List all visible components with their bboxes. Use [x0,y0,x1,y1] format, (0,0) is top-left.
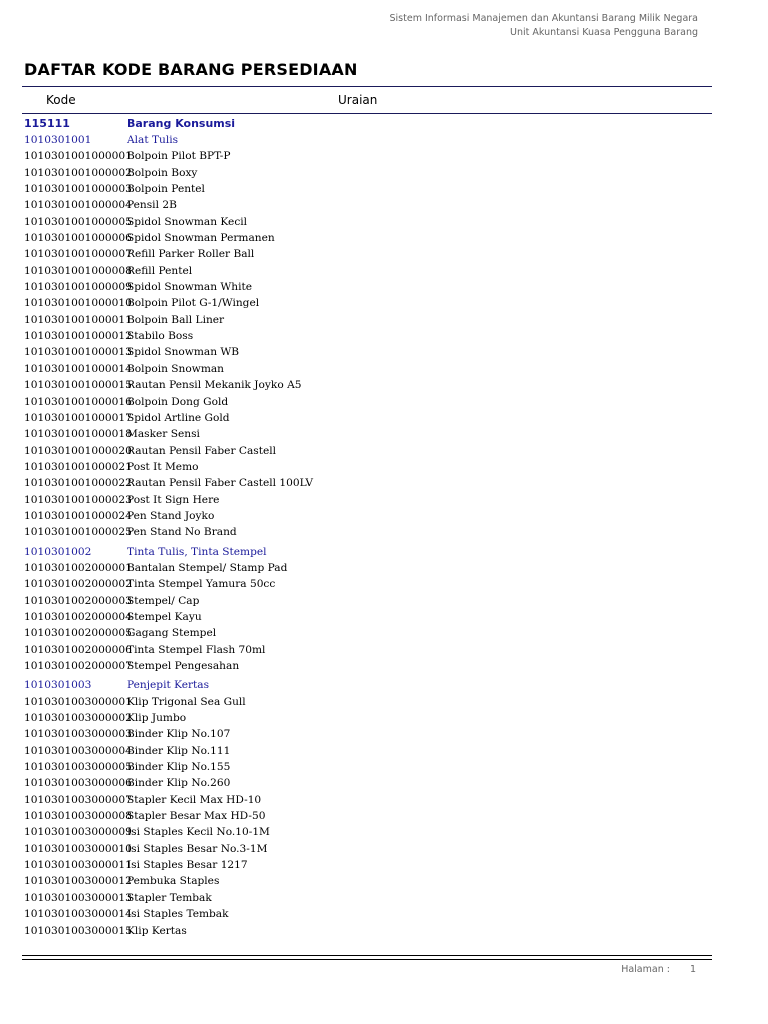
item-row [24,710,712,726]
item-code: 1010301003000011 [24,859,132,872]
item-description: Refill Pentel [127,264,193,277]
subgroup-row [24,677,712,693]
item-description: Binder Klip No.260 [127,777,231,790]
item-row [24,642,712,658]
item-description: Stapler Kecil Max HD-10 [127,793,262,806]
item-list [24,116,712,939]
item-description: Binder Klip No.107 [127,728,231,741]
item-description: Stempel Kayu [127,610,202,623]
item-code: 1010301003000012 [24,875,132,888]
item-description: Bolpoin Pilot G-1/Wingel [127,297,260,310]
system-name: Sistem Informasi Manajemen dan Akuntansi Barang Milik Negara [389,13,698,24]
item-description: Stempel Pengesahan [127,660,240,672]
item-code: 1010301001000022 [24,477,132,490]
item-code: 1010301002000006 [24,643,132,656]
item-description: Masker Sensi [127,428,200,441]
item-row [24,394,712,410]
item-code: 1010301001000024 [24,509,132,522]
footer-divider-thin [22,959,712,960]
column-kode: Kode [46,93,76,107]
item-row [24,361,712,377]
item-description: Bolpoin Pentel [127,183,205,196]
item-code: 1010301001000012 [24,330,132,343]
item-code: 1010301003000007 [24,793,132,806]
item-code: 1010301003000013 [24,891,132,904]
item-description: Pensil 2B [127,199,177,212]
item-description: Isi Staples Kecil No.10-1M [127,826,270,839]
item-description: Stabilo Boss [127,330,194,343]
subgroup-row [24,544,712,560]
item-row [24,246,712,262]
item-code: 1010301002000003 [24,594,132,607]
item-row [24,524,712,540]
item-row [24,743,712,759]
page-title: DAFTAR KODE BARANG PERSEDIAAN [24,60,358,79]
item-description: Tinta Tulis, Tinta Stempel [127,545,267,558]
item-code: 1010301003000010 [24,842,132,855]
item-description: Tinta Stempel Flash 70ml [127,643,266,656]
item-code: 1010301001000016 [24,395,132,408]
item-row [24,906,712,922]
item-code: 1010301001000003 [24,183,132,196]
item-description: Spidol Snowman Permanen [127,232,275,245]
item-code: 1010301001000023 [24,493,132,506]
item-row [24,726,712,742]
item-description: Tinta Stempel Yamura 50cc [127,578,276,591]
item-description: Refill Parker Roller Ball [127,248,255,261]
item-code: 1010301001000013 [24,346,132,359]
item-code: 1010301001000009 [24,281,132,294]
item-row [24,410,712,426]
page-label: Halaman : [621,964,670,975]
item-row [24,759,712,775]
item-description: Bolpoin Boxy [127,166,198,179]
footer-divider [22,955,712,956]
item-code: 1010301001000025 [24,526,132,539]
item-row [24,263,712,279]
item-description: Rautan Pensil Faber Castell [127,444,277,457]
item-code: 1010301001000017 [24,411,132,424]
item-row [24,508,712,524]
item-description: Spidol Snowman Kecil [127,215,248,228]
item-code: 1010301003000014 [24,908,132,921]
item-description: Isi Staples Tembak [127,908,229,921]
item-description: Klip Trigonal Sea Gull [127,695,246,708]
item-description: Bolpoin Dong Gold [127,395,229,408]
item-code: 1010301001000010 [24,297,132,310]
item-code: 1010301001 [24,134,92,146]
item-row [24,344,712,360]
item-row [24,165,712,181]
item-row [24,824,712,840]
item-description: Bantalan Stempel/ Stamp Pad [127,561,288,574]
item-row [24,857,712,873]
item-row [24,694,712,710]
item-row [24,443,712,459]
item-description: Stapler Besar Max HD-50 [127,810,266,823]
item-description: Binder Klip No.111 [127,744,231,757]
item-code: 1010301003000006 [24,777,132,790]
item-row [24,230,712,246]
item-code: 1010301001000001 [24,150,132,163]
item-code: 1010301001000004 [24,199,132,212]
item-description: Post It Sign Here [127,493,220,506]
item-code: 115111 [24,117,70,130]
item-description: Rautan Pensil Mekanik Joyko A5 [127,379,302,392]
item-code: 1010301003000004 [24,744,132,757]
item-row [24,197,712,213]
item-description: Spidol Snowman WB [127,346,240,359]
item-code: 1010301003000009 [24,826,132,839]
item-row [24,625,712,641]
item-code: 1010301003000008 [24,810,132,823]
item-code: 1010301001000018 [24,428,132,441]
item-code: 1010301001000021 [24,460,132,473]
item-description: Spidol Artline Gold [127,411,230,424]
item-row [24,593,712,609]
item-row [24,377,712,393]
item-row [24,775,712,791]
item-row [24,576,712,592]
item-row [24,492,712,508]
item-description: Gagang Stempel [127,627,217,640]
item-row [24,609,712,625]
item-code: 1010301002000002 [24,578,132,591]
item-row [24,841,712,857]
item-row [24,475,712,491]
item-description: Pen Stand Joyko [127,509,215,522]
item-row [24,560,712,576]
subgroup-row [24,132,712,148]
page-footer [621,964,696,975]
unit-name: Unit Akuntansi Kuasa Pengguna Barang [510,27,698,38]
item-row [24,148,712,164]
item-description: Spidol Snowman White [127,281,253,294]
item-description: Pembuka Staples [127,875,220,888]
item-row [24,890,712,906]
item-description: Alat Tulis [127,134,179,146]
item-code: 1010301003000003 [24,728,132,741]
item-code: 1010301001000007 [24,248,132,261]
item-code: 1010301003000005 [24,761,132,774]
item-code: 1010301002000004 [24,610,132,623]
item-description: Klip Kertas [127,924,187,937]
item-code: 1010301002000001 [24,561,132,574]
item-code: 1010301001000008 [24,264,132,277]
item-code: 1010301001000005 [24,215,132,228]
item-description: Pen Stand No Brand [127,526,237,539]
item-description: Bolpoin Snowman [127,362,224,375]
item-description: Post It Memo [127,460,199,473]
item-description: Klip Jumbo [127,712,187,725]
item-row [24,658,712,674]
item-code: 1010301003000001 [24,695,132,708]
item-description: Bolpoin Ball Liner [127,313,225,326]
item-code: 1010301001000015 [24,379,132,392]
item-code: 1010301001000006 [24,232,132,245]
column-header [22,86,712,114]
item-description: Isi Staples Besar No.3-1M [127,842,268,855]
item-code: 1010301001000020 [24,444,132,457]
group-row [24,116,712,132]
item-description: Bolpoin Pilot BPT-P [127,150,231,163]
item-code: 1010301003000015 [24,924,132,937]
item-description: Rautan Pensil Faber Castell 100LV [127,477,314,490]
item-row [24,295,712,311]
item-code: 1010301002000005 [24,627,132,640]
item-row [24,312,712,328]
item-row [24,214,712,230]
item-row [24,873,712,889]
item-description: Barang Konsumsi [127,117,236,130]
item-code: 1010301001000002 [24,166,132,179]
item-description: Binder Klip No.155 [127,761,231,774]
item-description: Penjepit Kertas [127,679,210,692]
item-code: 1010301003000002 [24,712,132,725]
page-number: 1 [689,964,696,975]
item-code: 1010301002 [24,545,92,558]
item-code: 1010301001000014 [24,362,132,375]
item-code: 1010301002000007 [24,660,132,672]
item-row [24,279,712,295]
item-code: 1010301001000011 [24,313,132,326]
report-header [390,12,698,40]
item-description: Stempel/ Cap [127,594,200,607]
item-description: Stapler Tembak [127,891,212,904]
item-row [24,459,712,475]
item-row [24,792,712,808]
item-description: Isi Staples Besar 1217 [127,859,248,872]
item-row [24,808,712,824]
item-row [24,426,712,442]
item-row [24,923,712,939]
item-code: 1010301003 [24,679,92,692]
item-row [24,181,712,197]
item-row [24,328,712,344]
column-uraian: Uraian [338,93,378,107]
